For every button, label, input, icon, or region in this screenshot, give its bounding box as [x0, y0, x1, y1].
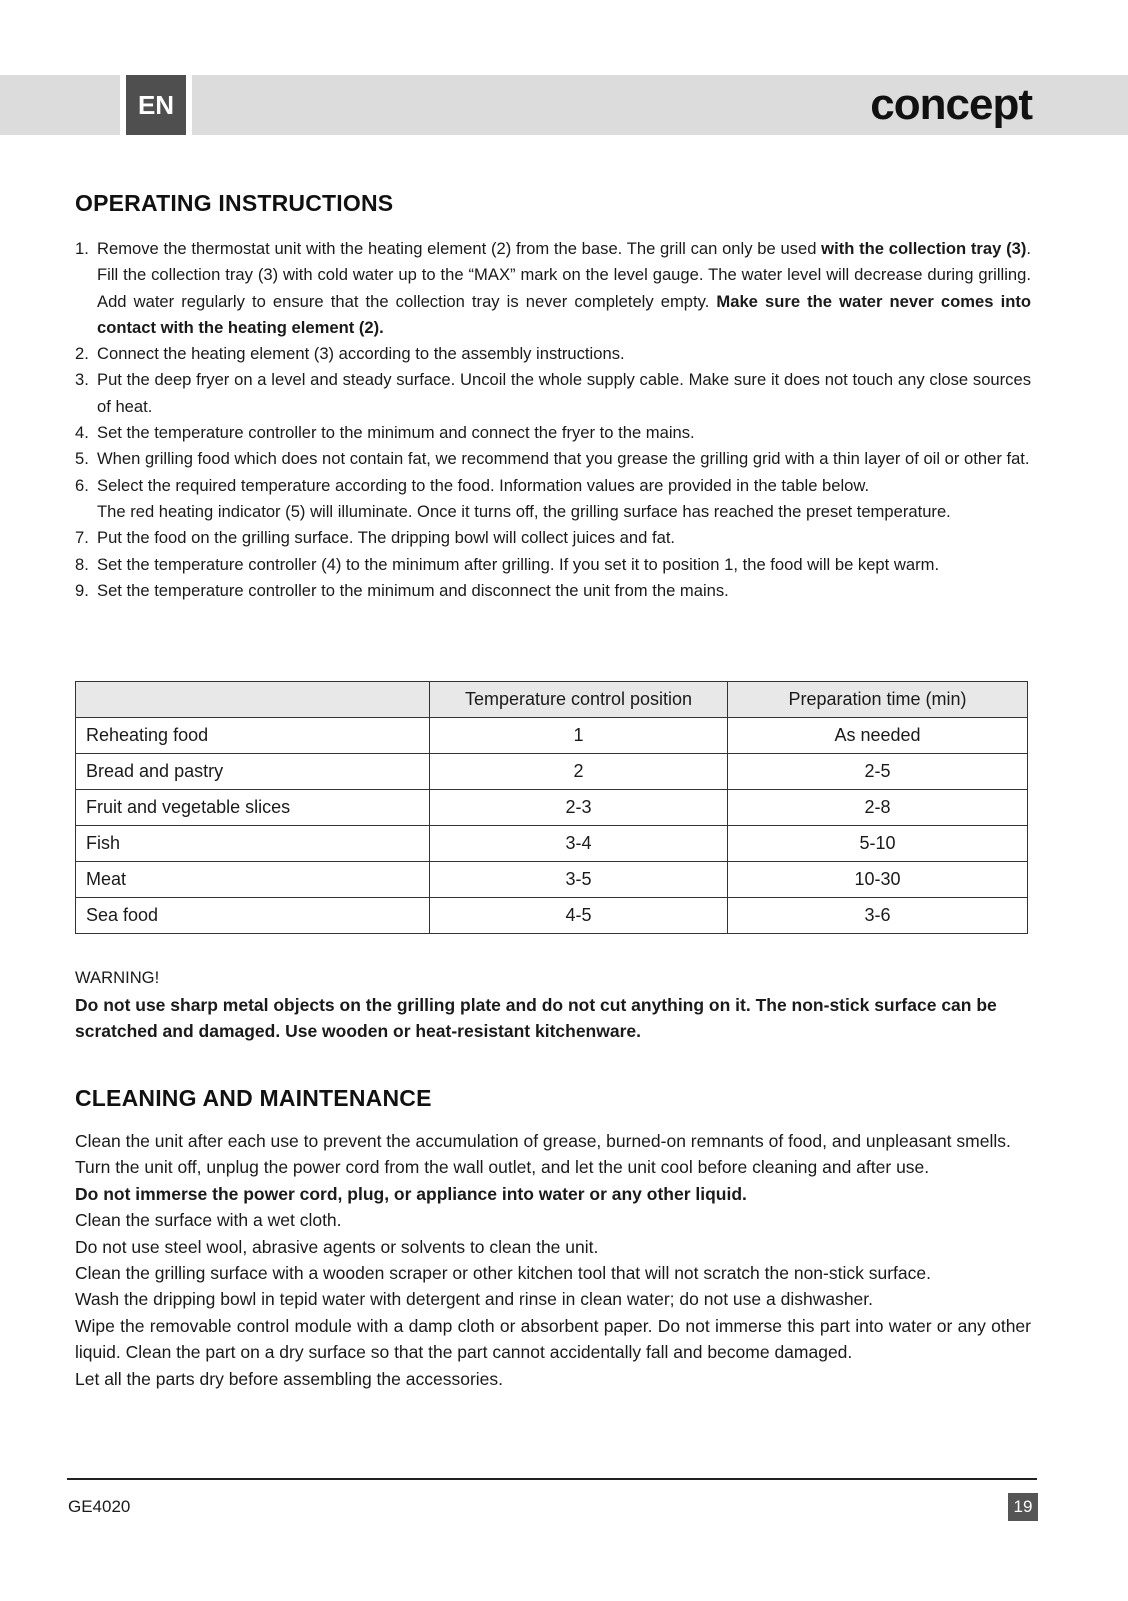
table-cell: 3-6: [728, 898, 1028, 934]
table-cell: 3-5: [430, 862, 728, 898]
warning-section: [75, 968, 1031, 1044]
table-row: [76, 826, 1028, 862]
cleaning-paragraph: Wash the dripping bowl in tepid water with detergent and rinse in clean water; do not use a dishwasher.: [75, 1289, 874, 1310]
table-cell: As needed: [728, 718, 1028, 754]
list-item: 2. Connect the heating element (3) according to the assembly instructions.: [75, 344, 625, 364]
cleaning-title: CLEANING AND MAINTENANCE: [75, 1085, 432, 1111]
list-item: 4. Set the temperature controller to the minimum and connect the fryer to the mains.: [75, 423, 695, 443]
list-item: 9. Set the temperature controller to the minimum and disconnect the unit from the mains.: [75, 580, 729, 600]
brand-logo: concept: [870, 80, 1032, 129]
steps-list: [75, 236, 1031, 604]
table-cell: 1: [430, 718, 728, 754]
table-cell: Fruit and vegetable slices: [76, 790, 430, 826]
table-header-row: [76, 682, 1028, 718]
list-item: 6. Select the required temperature according to the food. Information values are provided in the table below. The red heating indicator (5) will illuminate. Once it turns off, the grilling surface has reached the preset temperature.: [75, 475, 951, 521]
footer-divider: [67, 1478, 1037, 1480]
table-header: [76, 682, 430, 718]
language-badge: EN: [120, 75, 192, 135]
warning-title: WARNING!: [75, 968, 160, 987]
cleaning-section: [75, 1085, 1031, 1392]
table-cell: 4-5: [430, 898, 728, 934]
table-header: Temperature control position: [430, 682, 728, 718]
operating-steps: [75, 236, 1031, 604]
table-row: [76, 790, 1028, 826]
table-row: [76, 718, 1028, 754]
table-cell: 10-30: [728, 862, 1028, 898]
list-item: 8. Set the temperature controller (4) to the minimum after grilling. If you set it to position 1, the food will be kept warm.: [75, 554, 940, 574]
table-row: [76, 754, 1028, 790]
operating-section: [75, 190, 1031, 217]
cleaning-paragraph: Turn the unit off, unplug the power cord from the wall outlet, and let the unit cool before cleaning and after use.: [75, 1157, 930, 1178]
page-number: 19: [1008, 1493, 1038, 1521]
cleaning-paragraph: Clean the grilling surface with a wooden scraper or other kitchen tool that will not scratch the non-stick surface.: [75, 1263, 931, 1284]
list-item: 5. When grilling food which does not contain fat, we recommend that you grease the grilling grid with a thin layer of oil or other fat.: [75, 449, 1030, 469]
cleaning-paragraph: Wipe the removable control module with a damp cloth or absorbent paper. Do not immerse this part into water or any other liquid. Clean the part on a dry surface so that the part cannot accidentally fall and become damaged.: [75, 1315, 1031, 1363]
list-item: 1. Remove the thermostat unit with the heating element (2) from the base. The grill can only be used with the collection tray (3). Fill the collection tray (3) with cold water up to the “MAX” mark on the level gauge. The water level will decrease during grilling. Add water regularly to ensure that the collection tray is never completely empty. Make sure the water never comes into contact with the heating element (2).: [75, 239, 1031, 337]
model-number: GE4020: [68, 1497, 131, 1516]
list-item: 7. Put the food on the grilling surface. The dripping bowl will collect juices and fat.: [75, 528, 676, 548]
table-cell: Meat: [76, 862, 430, 898]
cleaning-paragraph: Let all the parts dry before assembling the accessories.: [75, 1368, 503, 1389]
table-cell: 2-8: [728, 790, 1028, 826]
operating-title: OPERATING INSTRUCTIONS: [75, 190, 394, 216]
cleaning-paragraph: Clean the unit after each use to prevent the accumulation of grease, burned-on remnants of food, and unpleasant smells.: [75, 1131, 1011, 1151]
table-cell: Sea food: [76, 898, 430, 934]
table-cell: Bread and pastry: [76, 754, 430, 790]
table-cell: 2-3: [430, 790, 728, 826]
table-cell: 5-10: [728, 826, 1028, 862]
table-cell: Reheating food: [76, 718, 430, 754]
table-cell: Fish: [76, 826, 430, 862]
table-cell: 2: [430, 754, 728, 790]
warning-text: Do not use sharp metal objects on the grilling plate and do not cut anything on it. The non-stick surface can be scratched and damaged. Use wooden or heat-resistant kitchenware.: [75, 995, 997, 1041]
cleaning-paragraph: Do not use steel wool, abrasive agents or solvents to clean the unit.: [75, 1236, 599, 1257]
table-cell: 2-5: [728, 754, 1028, 790]
table-header: Preparation time (min): [728, 682, 1028, 718]
table-row: [76, 862, 1028, 898]
list-item: 3. Put the deep fryer on a level and steady surface. Uncoil the whole supply cable. Make sure it does not touch any close sources of heat.: [75, 370, 1031, 416]
cleaning-paragraph: Do not immerse the power cord, plug, or appliance into water or any other liquid.: [75, 1183, 747, 1204]
table-row: [76, 898, 1028, 934]
cleaning-paragraph: Clean the surface with a wet cloth.: [75, 1210, 342, 1231]
table-cell: 3-4: [430, 826, 728, 862]
grilling-table: [75, 681, 1028, 934]
